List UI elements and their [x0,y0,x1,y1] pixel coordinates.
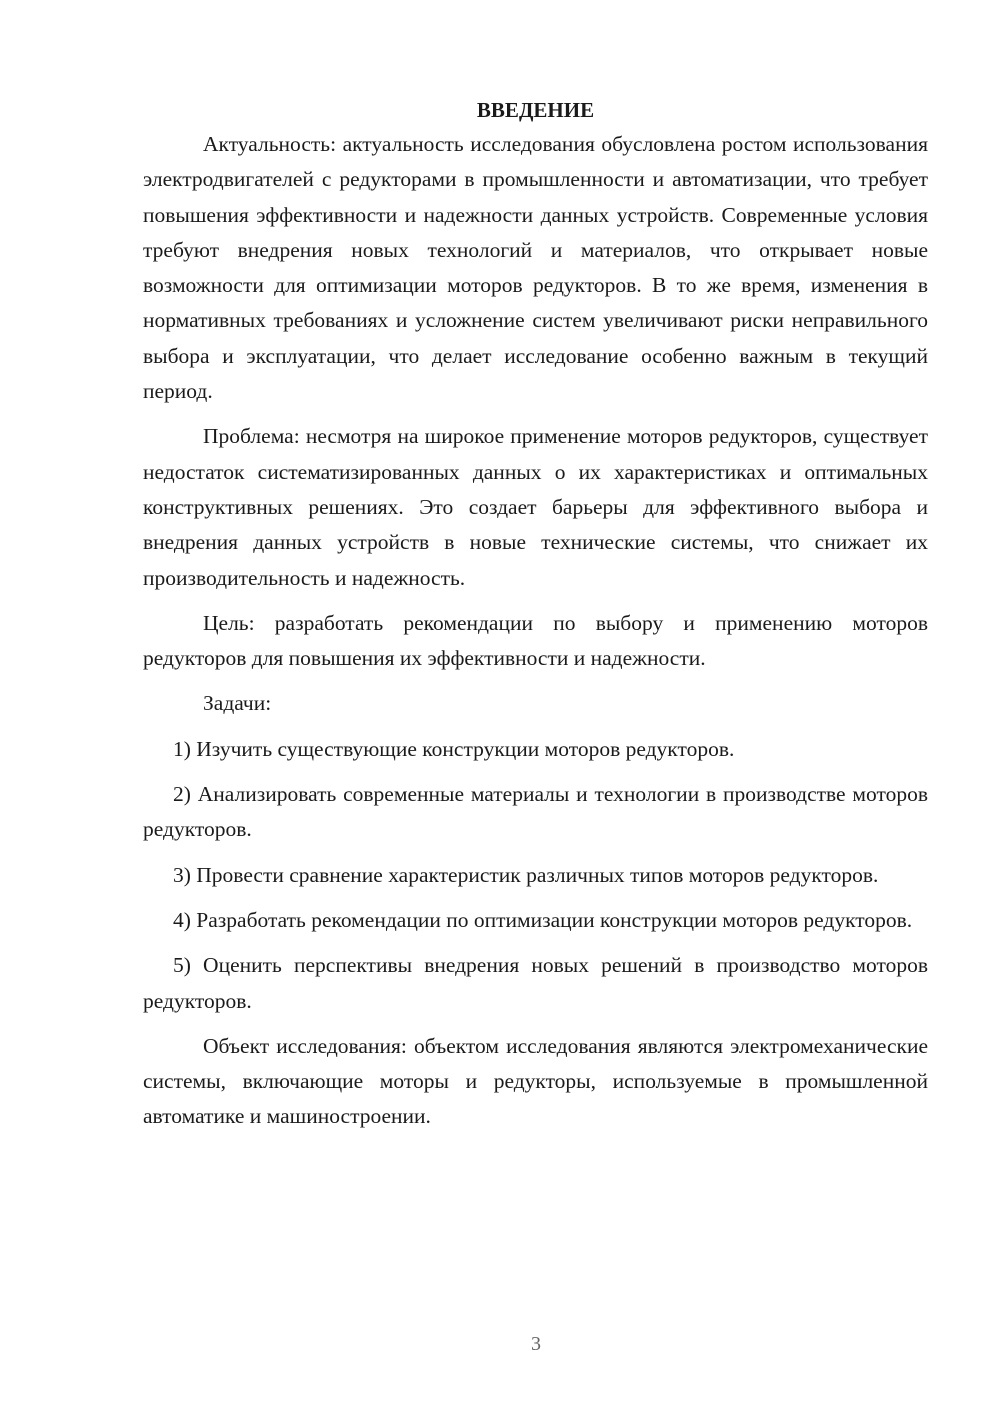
tasks-list [143,732,928,1019]
list-item: 3) Провести сравнение характеристик различных типов моторов редукторов. [173,862,879,887]
problem-paragraph: Проблема: несмотря на широкое применение моторов редукторов, существует недостаток систематизированных данных о их характеристиках и оптимальных конструктивных решениях. Это создает барьеры для эффективного выбора и внедрения данных устройств в новые технические системы, что снижает их производительность и надежность. [143,424,928,590]
section-heading: ВВЕДЕНИЕ [476,98,595,122]
goal-paragraph: Цель: разработать рекомендации по выбору и применению моторов редукторов для повышения их эффективности и надежности. [143,610,928,671]
page-number: 3 [531,1333,541,1355]
relevance-paragraph: Актуальность: актуальность исследования обусловлена ростом использования электродвигателей с редукторами в промышленности и автоматизации, что требует повышения эффективности и надежности данных устройств. Современные условия требуют внедрения новых технологий и материалов, что открывает новые возможности для оптимизации моторов редукторов. В то же время, изменения в нормативных требованиях и усложнение систем увеличивают риски неправильного выбора и эксплуатации, что делает исследование особенно важным в текущий период. [143,132,928,404]
document-page [143,95,928,1145]
list-item: 2) Анализировать современные материалы и технологии в производстве моторов редукторов. [143,782,928,842]
tasks-label: Задачи: [203,691,272,716]
object-paragraph: Объект исследования: объектом исследования являются электромеханические системы, включающие моторы и редукторы, используемые в промышленной автоматике и машиностроении. [143,1033,928,1129]
list-item: 4) Разработать рекомендации по оптимизации конструкции моторов редукторов. [173,907,913,932]
list-item: 5) Оценить перспективы внедрения новых решений в производство моторов редукторов. [143,953,928,1013]
list-item: 1) Изучить существующие конструкции моторов редукторов. [173,736,735,761]
